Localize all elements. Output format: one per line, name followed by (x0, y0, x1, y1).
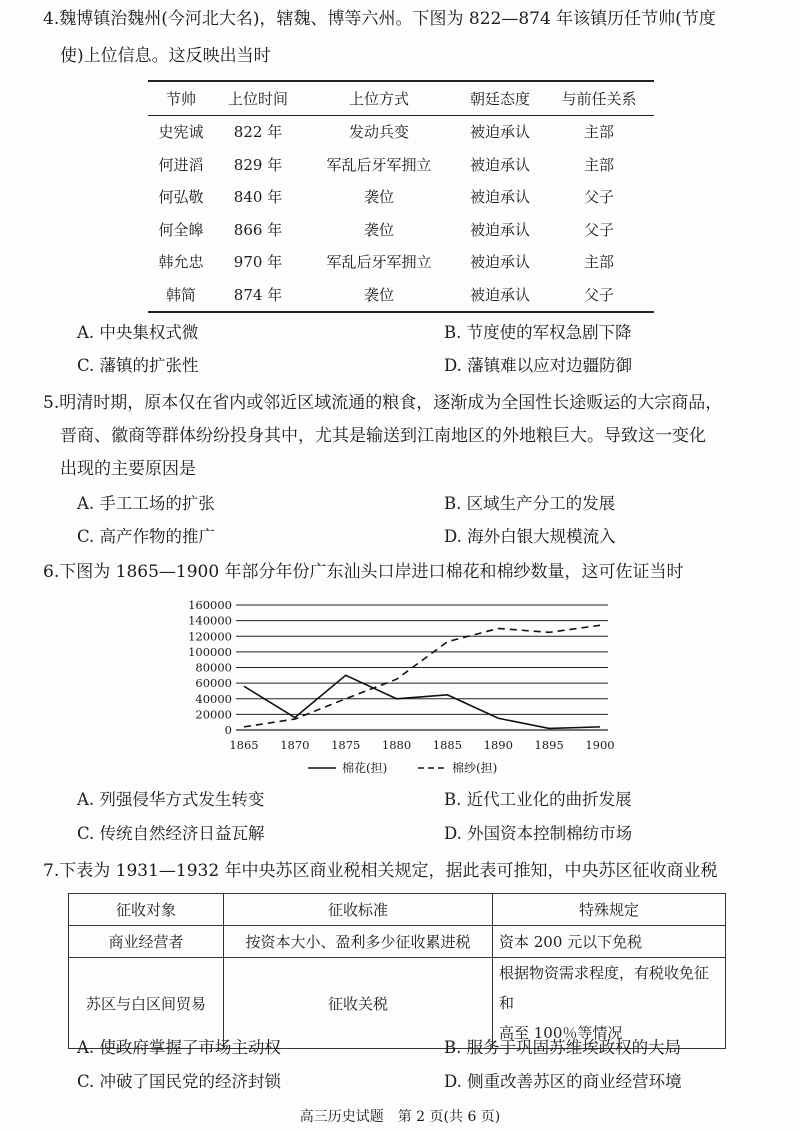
table-cell: 被迫承认 (469, 285, 530, 304)
table-row (69, 926, 726, 958)
q7-col-header: 征收对象 (69, 894, 224, 926)
x-tick-label: 1895 (534, 738, 564, 752)
q4-col-header: 上位方式 (348, 89, 409, 108)
table-cell: 何弘敬 (158, 188, 204, 207)
q5-option-a[interactable]: A. 手工工场的扩张 (77, 494, 215, 513)
q4-stem-line-1: 4.魏博镇治魏州(今河北大名)，辖魏、博等六州。下图为 822—874 年该镇历任节帅(节度 (43, 9, 716, 29)
table-row (148, 181, 654, 214)
table-cell: 父子 (583, 188, 614, 207)
table-cell: 主部 (583, 155, 614, 174)
table-row (148, 278, 654, 312)
table-cell: 资本 200 元以下免税 (493, 926, 726, 958)
table-cell (493, 958, 726, 1049)
table-cell: 主部 (583, 123, 614, 142)
q7-table (68, 893, 726, 1049)
table-cell: 军乱后牙军拥立 (326, 155, 432, 174)
q6-option-a[interactable]: A. 列强侵华方式发生转变 (77, 790, 265, 809)
legend-label: 棉纱(担) (452, 761, 498, 775)
table-row (148, 213, 654, 246)
table-cell: 829 年 (233, 155, 283, 174)
table-cell: 袭位 (363, 188, 394, 207)
q4-option-b[interactable]: B. 节度使的军权急剧下降 (444, 323, 632, 342)
table-cell: 发动兵变 (348, 123, 409, 142)
q6-option-c[interactable]: C. 传统自然经济日益瓦解 (77, 824, 265, 843)
y-tick-label: 120000 (188, 629, 232, 644)
table-cell: 840 年 (233, 188, 283, 207)
table-cell: 866 年 (233, 220, 283, 239)
table-row (148, 148, 654, 181)
x-tick-label: 1890 (483, 738, 513, 752)
q5-option-d[interactable]: D. 海外白银大规模流入 (444, 527, 616, 546)
table-cell: 商业经营者 (69, 926, 224, 958)
x-tick-label: 1880 (381, 738, 412, 752)
q6-line-chart (180, 593, 620, 779)
table-cell: 征收关税 (224, 958, 493, 1049)
table-cell: 970 年 (233, 253, 283, 272)
x-tick-label: 1875 (331, 738, 361, 752)
table-cell: 874 年 (233, 285, 283, 304)
page-footer: 高三历史试题 第 2 页(共 6 页) (299, 1109, 501, 1125)
table-row (148, 115, 654, 148)
table-cell: 父子 (583, 220, 614, 239)
y-tick-label: 100000 (188, 644, 232, 659)
y-tick-label: 40000 (195, 691, 232, 706)
table-cell: 何进滔 (158, 155, 204, 174)
q4-col-header: 节帅 (165, 89, 196, 108)
y-tick-label: 160000 (188, 598, 232, 612)
y-tick-label: 60000 (195, 676, 232, 691)
series-line-yarn (244, 625, 600, 727)
q4-col-header: 上位时间 (227, 89, 288, 108)
table-cell: 苏区与白区间贸易 (69, 958, 224, 1049)
q5-stem-line-1: 5.明清时期，原本仅在省内或邻近区域流通的粮食，逐渐成为全国性长途贩运的大宗商品， (43, 393, 723, 413)
q7-option-c[interactable]: C. 冲破了国民党的经济封锁 (77, 1072, 282, 1091)
q7-option-b[interactable]: B. 服务于巩固苏维埃政权的大局 (444, 1038, 682, 1057)
table-cell: 822 年 (233, 123, 283, 142)
table-cell: 按资本大小、盈利多少征收累进税 (224, 926, 493, 958)
table-row (148, 246, 654, 279)
q5-option-b[interactable]: B. 区域生产分工的发展 (444, 494, 616, 513)
q6-stem-line-1: 6.下图为 1865—1900 年部分年份广东汕头口岸进口棉花和棉纱数量，这可佐证当时 (43, 562, 684, 582)
q7-option-d[interactable]: D. 侧重改善苏区的商业经营环境 (444, 1072, 682, 1091)
table-row (69, 958, 726, 1049)
x-tick-label: 1900 (585, 738, 615, 752)
q7-col-header: 特殊规定 (493, 894, 726, 926)
table-cell: 韩简 (165, 285, 196, 304)
q4-table-header-row (148, 82, 654, 115)
table-cell: 袭位 (363, 220, 394, 239)
x-tick-label: 1870 (280, 738, 310, 752)
table-cell-line: 根据物资需求程度，有税收免征和 (499, 964, 710, 1012)
x-tick-label: 1885 (432, 738, 463, 752)
q7-stem-line-1: 7.下表为 1931—1932 年中央苏区商业税相关规定，据此表可推知，中央苏区征收商业税 (43, 861, 718, 881)
q4-option-d[interactable]: D. 藩镇难以应对边疆防御 (444, 356, 633, 375)
table-cell: 父子 (583, 285, 614, 304)
q7-option-a[interactable]: A. 使政府掌握了市场主动权 (77, 1038, 281, 1057)
table-cell: 主部 (583, 253, 614, 272)
q7-table-header-row (69, 894, 726, 926)
table-cell: 军乱后牙军拥立 (326, 253, 432, 272)
table-cell: 被迫承认 (469, 123, 530, 142)
table-cell: 袭位 (363, 285, 394, 304)
legend-label: 棉花(担) (342, 761, 388, 775)
y-tick-label: 0 (224, 723, 232, 737)
table-cell: 何全皞 (158, 220, 204, 239)
table-cell: 被迫承认 (469, 188, 530, 207)
q7-col-header: 征收标准 (224, 894, 493, 926)
q5-stem-line-3: 出现的主要原因是 (60, 459, 196, 479)
q5-option-c[interactable]: C. 高产作物的推广 (77, 527, 216, 546)
table-cell: 被迫承认 (469, 155, 530, 174)
q4-stem-line-2: 使)上位信息。这反映出当时 (60, 46, 271, 66)
table-cell-line: 高至 100％等情况 (499, 1024, 623, 1042)
q4-table (148, 82, 654, 313)
table-cell: 被迫承认 (469, 253, 530, 272)
q4-option-a[interactable]: A. 中央集权式微 (77, 323, 199, 342)
q6-option-d[interactable]: D. 外国资本控制棉纺市场 (444, 824, 633, 843)
q4-option-c[interactable]: C. 藩镇的扩张性 (77, 356, 199, 375)
y-tick-label: 140000 (188, 613, 232, 628)
table-cell: 被迫承认 (469, 220, 530, 239)
y-tick-label: 80000 (195, 660, 232, 675)
q4-col-header: 朝廷态度 (469, 89, 530, 108)
table-cell: 韩允忠 (158, 253, 204, 272)
x-tick-label: 1865 (229, 738, 259, 752)
table-cell: 史宪诚 (158, 123, 204, 142)
q6-option-b[interactable]: B. 近代工业化的曲折发展 (444, 790, 632, 809)
q5-stem-line-2: 晋商、徽商等群体纷纷投身其中，尤其是输送到江南地区的外地粮巨大。导致这一变化 (60, 426, 706, 446)
y-tick-label: 20000 (195, 707, 232, 722)
q4-col-header: 与前任关系 (561, 89, 637, 108)
